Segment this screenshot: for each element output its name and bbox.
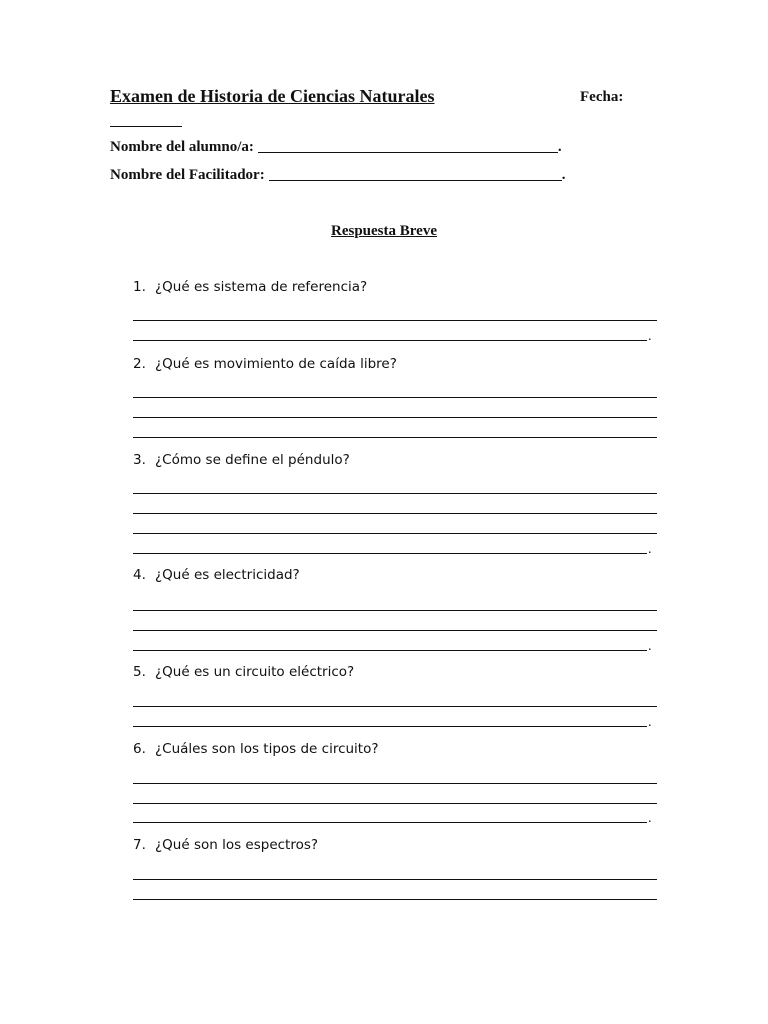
question-3 [133,452,350,468]
answer-line[interactable] [133,417,657,418]
answer-line[interactable] [133,899,657,900]
answer-line[interactable] [133,650,647,651]
answer-line[interactable] [133,822,647,823]
answer-line[interactable] [133,340,647,341]
line-end-mark: . [648,329,652,344]
section-title: Respuesta Breve [331,223,437,239]
answer-line[interactable] [133,533,657,534]
student-name-label: Nombre del alumno/a: [110,139,254,155]
answer-line[interactable] [133,320,657,321]
question-text: ¿Qué es un circuito eléctrico? [155,664,355,680]
line-end-mark: . [648,542,652,557]
line-end-mark: . [648,811,652,826]
answer-line[interactable] [133,553,647,554]
facilitator-name-label: Nombre del Facilitador: [110,167,265,183]
question-number: 4. [133,567,146,583]
question-text: ¿Qué es sistema de referencia? [155,279,368,295]
question-number: 2. [133,356,146,372]
question-text: ¿Cuáles son los tipos de circuito? [155,741,379,757]
answer-line[interactable] [133,493,657,494]
date-label: Fecha: [580,89,624,105]
answer-line[interactable] [133,513,657,514]
answer-line[interactable] [133,437,657,438]
question-7 [133,837,318,853]
question-number: 7. [133,837,146,853]
question-text: ¿Qué son los espectros? [155,837,319,853]
answer-line[interactable] [133,879,657,880]
facilitator-name-field [110,167,565,184]
facilitator-name-end: . [561,167,566,183]
answer-line[interactable] [133,726,647,727]
question-4 [133,567,300,583]
answer-line[interactable] [133,610,657,611]
student-name-end: . [557,139,562,155]
date-blank-line[interactable] [110,126,182,127]
answer-line[interactable] [133,397,657,398]
question-5 [133,664,354,680]
question-text: ¿Qué es electricidad? [155,567,300,583]
question-number: 3. [133,452,146,468]
student-name-field [110,139,562,156]
answer-line[interactable] [133,783,657,784]
question-1 [133,279,367,295]
answer-line[interactable] [133,630,657,631]
student-name-blank[interactable] [258,151,558,153]
section-heading [0,222,768,240]
question-text: ¿Qué es movimiento de caída libre? [155,356,397,372]
answer-line[interactable] [133,803,657,804]
question-6 [133,741,379,757]
exam-title: Examen de Historia de Ciencias Naturales [110,86,435,106]
question-number: 5. [133,664,146,680]
line-end-mark: . [648,639,652,654]
line-end-mark: . [648,715,652,730]
question-text: ¿Cómo se define el péndulo? [155,452,350,468]
answer-line[interactable] [133,706,657,707]
question-number: 6. [133,741,146,757]
question-number: 1. [133,279,146,295]
facilitator-name-blank[interactable] [269,179,562,181]
question-2 [133,356,397,372]
